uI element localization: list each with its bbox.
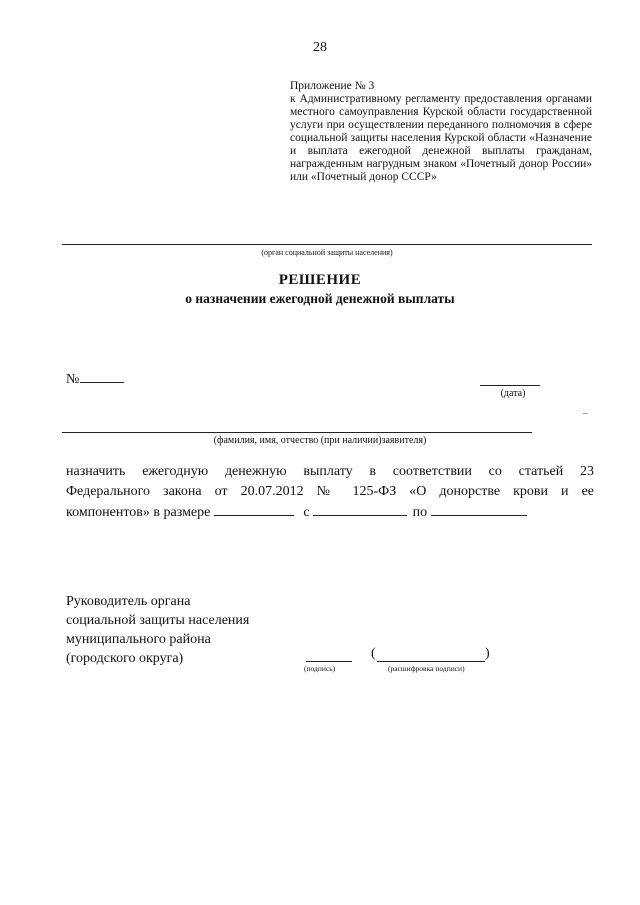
signatory-line-2: социальной защиты населения xyxy=(66,613,250,628)
decode-caption: (расшифровка подписи) xyxy=(388,664,465,673)
decode-line xyxy=(377,661,485,662)
decode-close-paren: ) xyxy=(485,646,490,661)
signatory-line-1: Руководитель органа xyxy=(66,594,191,609)
decision-text xyxy=(66,462,594,523)
decision-number-field xyxy=(66,370,124,388)
applicant-caption: (фамилия, имя, отчество (при наличии)заявителя) xyxy=(213,435,427,446)
signature-caption: (подпись) xyxy=(304,664,336,673)
amount-label: компонентов» в размере xyxy=(66,505,211,520)
decision-title: РЕШЕНИЕ xyxy=(278,272,362,288)
decision-subtitle: о назначении ежегодной денежной выплаты xyxy=(185,291,455,306)
signatory-line-3: муниципального района xyxy=(66,632,211,647)
amount-blank xyxy=(214,502,294,516)
decode-open-paren: ( xyxy=(371,646,376,661)
appendix-header xyxy=(290,80,592,184)
authority-line xyxy=(62,244,592,245)
authority-caption: (орган социальной защиты населения) xyxy=(261,248,393,257)
signature-line xyxy=(306,661,352,662)
signatory-line-4: (городского округа) xyxy=(66,651,184,666)
signatory-block xyxy=(66,592,316,668)
date-caption: (дата) xyxy=(500,388,526,399)
appendix-title: Приложение № 3 xyxy=(290,80,375,92)
from-label: с xyxy=(303,505,310,520)
decision-text-line-2: Федерального закона от 20.07.2012 № 125-ФЗ «О донорстве крови и ее xyxy=(66,484,594,499)
margin-dash: – xyxy=(583,408,588,419)
number-label: № xyxy=(66,372,80,387)
to-label: по xyxy=(412,505,428,520)
applicant-line xyxy=(62,432,532,433)
appendix-text: к Административному регламенту предоставления органами местного самоуправления Курской области государственной услуги при осуществлении переданного полномочия в сфере социальной защиты населения Курской области «Назначение и выплата ежегодной денежной выплаты гражданам, награжденным нагрудным знаком «Почетный донор России» или «Почетный донор СССР» xyxy=(290,93,592,183)
page-number: 28 xyxy=(313,40,327,55)
decision-text-line-3 xyxy=(66,502,594,523)
to-date-blank xyxy=(431,502,527,516)
decision-text-line-1: назначить ежегодную денежную выплату в соответствии со статьей 23 xyxy=(66,464,594,479)
from-date-blank xyxy=(313,502,407,516)
number-blank xyxy=(80,370,124,383)
date-line xyxy=(480,385,540,386)
